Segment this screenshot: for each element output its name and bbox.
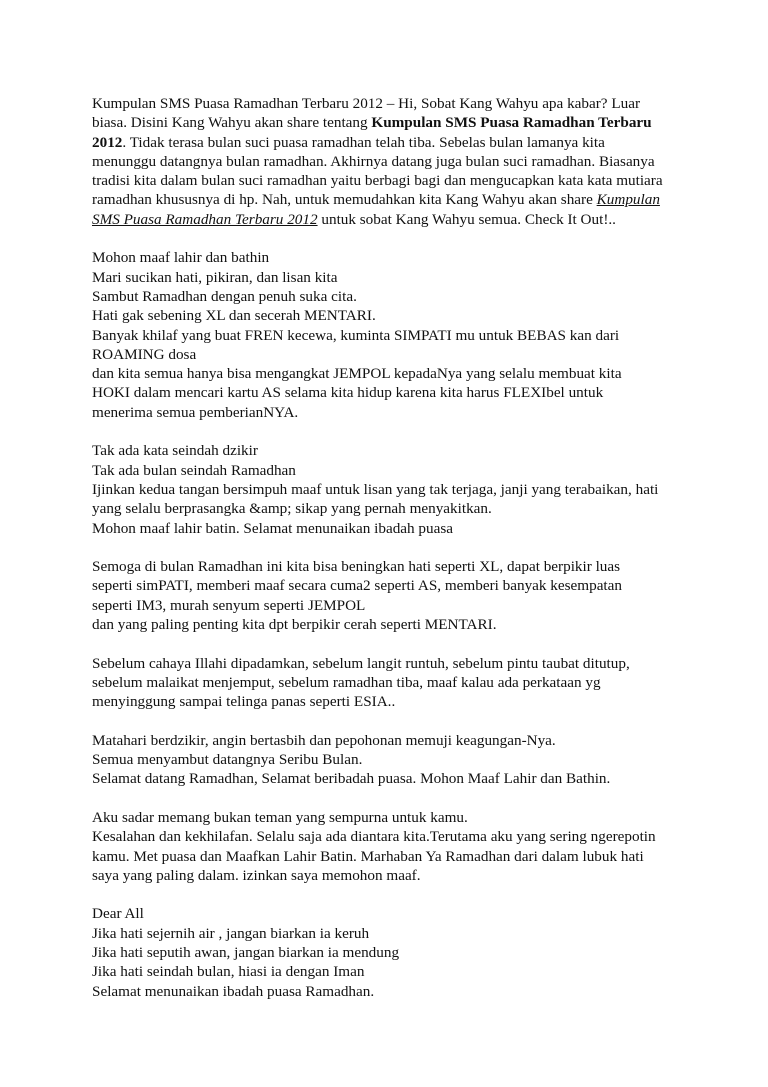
sms-line: Aku sadar memang bukan teman yang sempurna untuk kamu. <box>92 808 468 826</box>
intro-line <box>92 133 682 152</box>
sms-message-2 <box>92 441 682 537</box>
sms-message-7 <box>92 904 682 1000</box>
sms-message-1 <box>92 248 682 422</box>
sms-line: Mohon maaf lahir dan bathin <box>92 249 270 267</box>
sms-line: Selamat datang Ramadhan, Selamat beribadah puasa. Mohon Maaf Lahir dan Bathin. <box>92 770 611 788</box>
sms-line: Matahari berdzikir, angin bertasbih dan pepohonan memuji keagungan-Nya. <box>92 731 556 749</box>
sms-line: yang selalu berprasangka &amp; sikap yang pernah menyakitkan. <box>92 500 492 518</box>
sms-line: Tak ada bulan seindah Ramadhan <box>92 461 296 479</box>
sms-line: Sambut Ramadhan dengan penuh suka cita. <box>92 287 357 305</box>
intro-text: biasa. Disini Kang Wahyu akan share tentang <box>92 114 372 132</box>
sms-message-3 <box>92 557 682 634</box>
sms-line: Tak ada kata seindah dzikir <box>92 442 258 460</box>
sms-line: Jika hati seindah bulan, hiasi ia dengan Iman <box>92 963 365 981</box>
sms-line: Hati gak sebening XL dan secerah MENTARI. <box>92 307 376 325</box>
sms-message-4 <box>92 654 682 712</box>
sms-line: Banyak khilaf yang buat FREN kecewa, kuminta SIMPATI mu untuk BEBAS kan dari <box>92 326 620 344</box>
intro-line <box>92 113 682 132</box>
intro-text: ramadhan khususnya di hp. Nah, untuk memudahkan kita Kang Wahyu akan share <box>92 191 597 209</box>
article-link[interactable]: SMS Puasa Ramadhan Terbaru 2012 <box>92 210 318 228</box>
sms-line: Ijinkan kedua tangan bersimpuh maaf untuk lisan yang tak terjaga, janji yang terabaikan, hati <box>92 480 659 498</box>
sms-line: Selamat menunaikan ibadah puasa Ramadhan. <box>92 982 375 1000</box>
sms-line: Sebelum cahaya Illahi dipadamkan, sebelum langit runtuh, sebelum pintu taubat ditutup, <box>92 654 630 672</box>
intro-text: untuk sobat Kang Wahyu semua. Check It Out!.. <box>317 210 616 228</box>
intro-line <box>92 94 682 113</box>
sms-line: seperti IM3, murah senyum seperti JEMPOL <box>92 596 366 614</box>
intro-text: Kumpulan SMS Puasa Ramadhan Terbaru 2012 – Hi, Sobat Kang Wahyu apa kabar? Luar <box>92 95 641 112</box>
sms-line: Semoga di bulan Ramadhan ini kita bisa beningkan hati seperti XL, dapat berpikir luas <box>92 558 621 576</box>
sms-line: Mohon maaf lahir batin. Selamat menunaikan ibadah puasa <box>92 519 454 537</box>
article-link[interactable]: Kumpulan <box>596 191 660 209</box>
intro-line <box>92 210 682 229</box>
sms-line: kamu. Met puasa dan Maafkan Lahir Batin. Marhaban Ya Ramadhan dari dalam lubuk hati <box>92 847 644 865</box>
intro-text: . Tidak terasa bulan suci puasa ramadhan telah tiba. Sebelas bulan lamanya kita <box>122 133 605 151</box>
sms-line: menerima semua pemberianNYA. <box>92 403 299 421</box>
sms-line: sebelum malaikat menjemput, sebelum ramadhan tiba, maaf kalau ada perkataan yg <box>92 673 601 691</box>
sms-line: dan yang paling penting kita dpt berpikir cerah seperti MENTARI. <box>92 616 497 634</box>
sms-line: Jika hati sejernih air , jangan biarkan ia keruh <box>92 924 370 942</box>
intro-bold-title: Kumpulan SMS Puasa Ramadhan Terbaru <box>371 114 652 132</box>
sms-message-6 <box>92 808 682 885</box>
intro-line <box>92 152 682 171</box>
intro-bold-year: 2012 <box>92 133 123 151</box>
sms-line: ROAMING dosa <box>92 345 197 363</box>
intro-text: menunggu datangnya bulan ramadhan. Akhirnya datang juga bulan suci ramadhan. Biasanya <box>92 152 655 170</box>
sms-line: dan kita semua hanya bisa mengangkat JEMPOL kepadaNya yang selalu membuat kita <box>92 365 622 383</box>
intro-line <box>92 171 682 190</box>
sms-line: seperti simPATI, memberi maaf secara cuma2 seperti AS, memberi banyak kesempatan <box>92 577 622 595</box>
sms-line: Jika hati seputih awan, jangan biarkan ia mendung <box>92 944 400 962</box>
sms-line: Kesalahan dan kekhilafan. Selalu saja ada diantara kita.Terutama aku yang sering ngerepotin <box>92 828 656 846</box>
intro-paragraph <box>92 94 682 229</box>
intro-text: tradisi kita dalam bulan suci ramadhan yaitu berbagi bagi dan mengucapkan kata kata mutiara <box>92 172 663 190</box>
sms-line: menyinggung sampai telinga panas seperti ESIA.. <box>92 693 396 711</box>
sms-line: Mari sucikan hati, pikiran, dan lisan kita <box>92 268 338 286</box>
sms-line: saya yang paling dalam. izinkan saya memohon maaf. <box>92 866 421 884</box>
sms-message-5 <box>92 731 682 789</box>
sms-line: Dear All <box>92 905 144 923</box>
sms-line: Semua menyambut datangnya Seribu Bulan. <box>92 751 363 769</box>
intro-line <box>92 190 682 209</box>
document-body <box>92 94 682 1020</box>
sms-line: HOKI dalam mencari kartu AS selama kita hidup karena kita harus FLEXIbel untuk <box>92 384 604 402</box>
